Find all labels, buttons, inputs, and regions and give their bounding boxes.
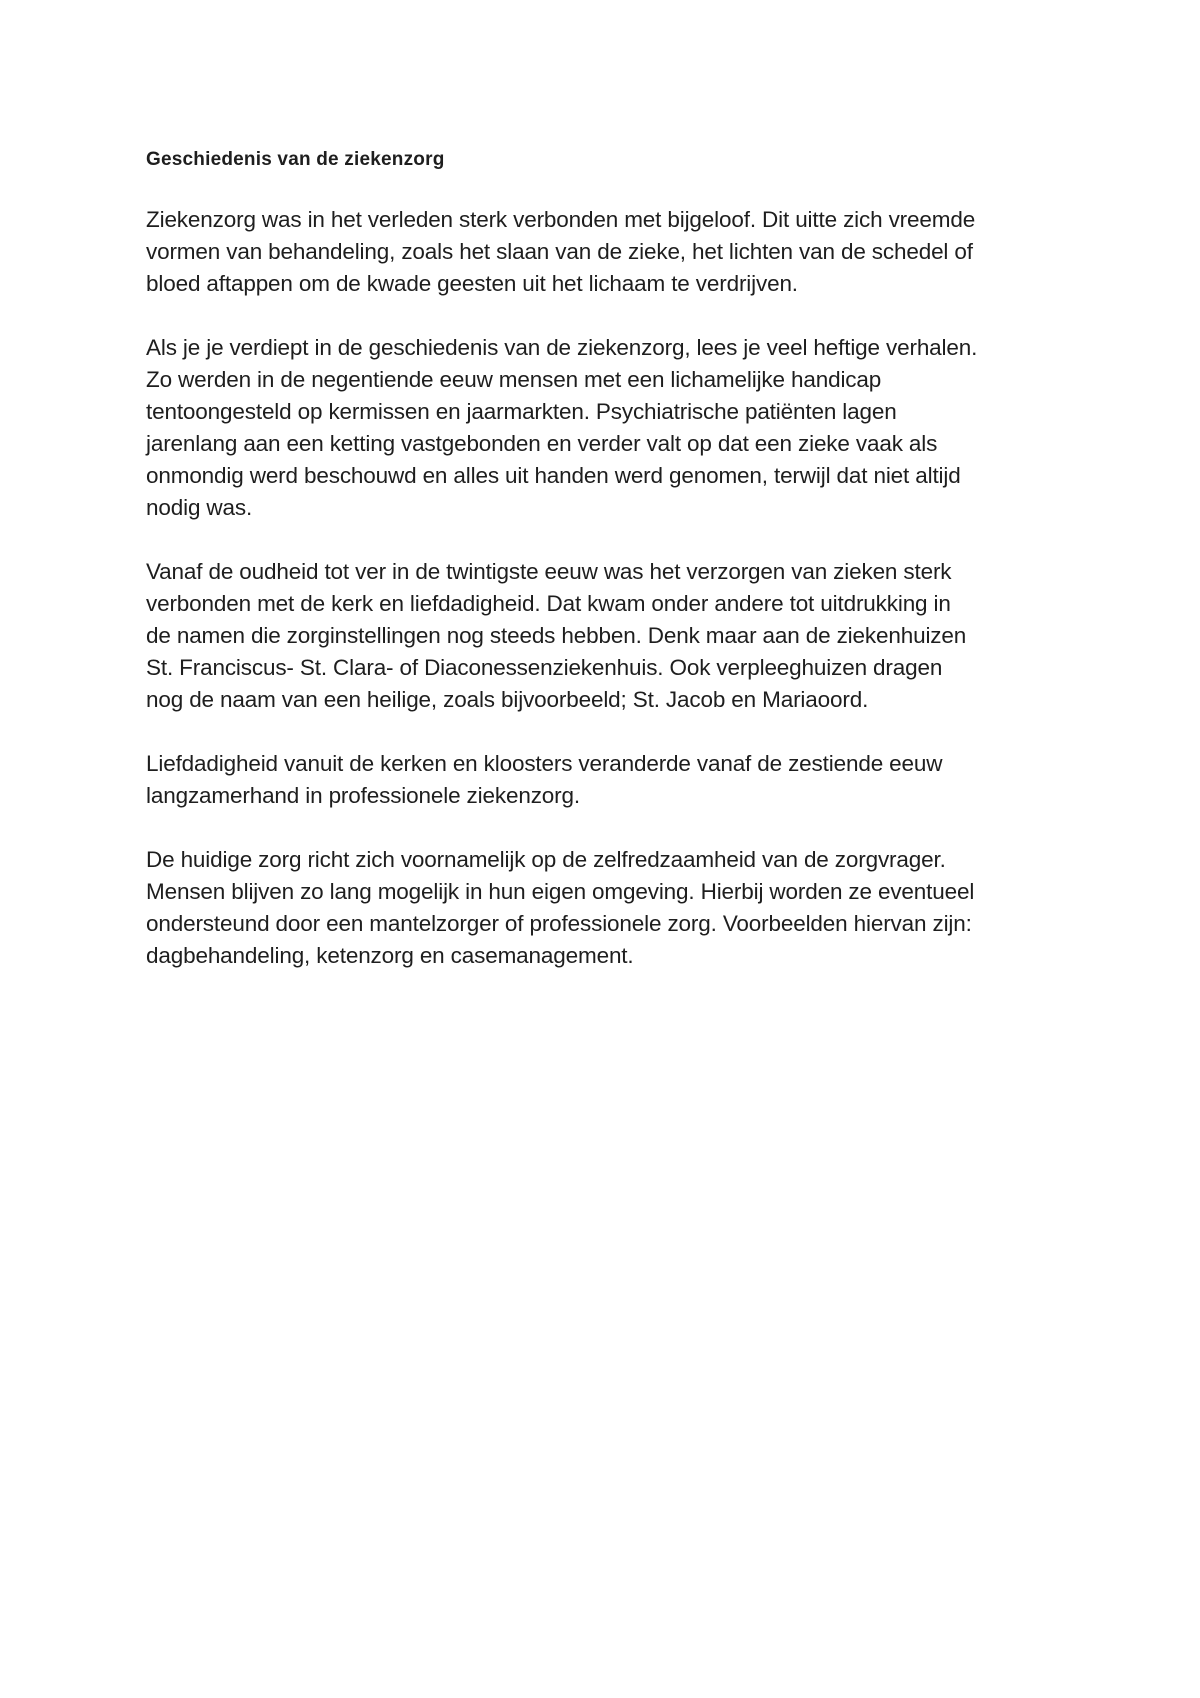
- paragraph-line: Liefdadigheid vanuit de kerken en kloosters veranderde vanaf de zestiende eeuw: [146, 751, 943, 776]
- paragraph-line: ondersteund door een mantelzorger of professionele zorg. Voorbeelden hiervan zijn:: [146, 911, 972, 936]
- paragraph-4: [146, 748, 1076, 812]
- paragraph-line: vormen van behandeling, zoals het slaan van de zieke, het lichten van de schedel of: [146, 239, 973, 264]
- paragraph-line: nodig was.: [146, 495, 253, 520]
- paragraph-line: Vanaf de oudheid tot ver in de twintigste eeuw was het verzorgen van zieken sterk: [146, 559, 952, 584]
- paragraph-line: onmondig werd beschouwd en alles uit handen werd genomen, terwijl dat niet altijd: [146, 463, 961, 488]
- paragraph-2: [146, 332, 1076, 524]
- paragraph-line: dagbehandeling, ketenzorg en casemanagement.: [146, 943, 634, 968]
- paragraph-5: [146, 844, 1076, 972]
- paragraph-line: bloed aftappen om de kwade geesten uit het lichaam te verdrijven.: [146, 271, 798, 296]
- paragraph-line: verbonden met de kerk en liefdadigheid. Dat kwam onder andere tot uitdrukking in: [146, 591, 951, 616]
- paragraph-3: [146, 556, 1076, 716]
- paragraph-line: nog de naam van een heilige, zoals bijvoorbeeld; St. Jacob en Mariaoord.: [146, 687, 869, 712]
- paragraph-line: de namen die zorginstellingen nog steeds hebben. Denk maar aan de ziekenhuizen: [146, 623, 967, 648]
- paragraph-line: St. Franciscus- St. Clara- of Diaconessenziekenhuis. Ook verpleeghuizen dragen: [146, 655, 943, 680]
- paragraph-1: [146, 204, 1076, 300]
- paragraph-line: langzamerhand in professionele ziekenzorg.: [146, 783, 580, 808]
- document-title: Geschiedenis van de ziekenzorg: [146, 149, 445, 170]
- paragraph-line: Mensen blijven zo lang mogelijk in hun eigen omgeving. Hierbij worden ze eventueel: [146, 879, 975, 904]
- paragraph-line: Als je je verdiept in de geschiedenis van de ziekenzorg, lees je veel heftige verhalen.: [146, 335, 978, 360]
- paragraph-line: Ziekenzorg was in het verleden sterk verbonden met bijgeloof. Dit uitte zich vreemde: [146, 207, 976, 232]
- paragraph-line: jarenlang aan een ketting vastgebonden en verder valt op dat een zieke vaak als: [146, 431, 938, 456]
- paragraph-line: Zo werden in de negentiende eeuw mensen met een lichamelijke handicap: [146, 367, 882, 392]
- paragraph-line: De huidige zorg richt zich voornamelijk op de zelfredzaamheid van de zorgvrager.: [146, 847, 946, 872]
- document-body: [146, 144, 1076, 1004]
- paragraph-line: tentoongesteld op kermissen en jaarmarkten. Psychiatrische patiënten lagen: [146, 399, 897, 424]
